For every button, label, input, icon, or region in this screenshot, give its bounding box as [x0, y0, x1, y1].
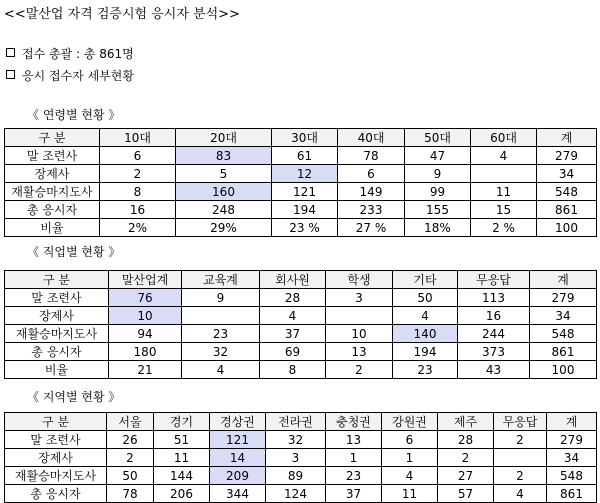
table-cell: 34 — [530, 307, 597, 325]
column-header: 제주 — [438, 413, 494, 431]
table-cell: 3 — [326, 289, 393, 307]
table-cell: 121 — [272, 183, 338, 201]
table-cell: 27 — [438, 467, 494, 485]
column-header: 교육계 — [182, 271, 260, 289]
table-cell: 155 — [405, 201, 471, 219]
column-header: 10대 — [100, 129, 176, 147]
table-cell: 32 — [266, 431, 326, 449]
row-label: 장제사 — [5, 449, 107, 467]
table-cell: 861 — [537, 201, 597, 219]
table-cell: 206 — [154, 485, 210, 503]
row-label: 장제사 — [5, 307, 109, 325]
table-cell: 83 — [176, 147, 272, 165]
checkbox-bullet-icon — [6, 48, 15, 57]
table-cell — [471, 165, 537, 183]
table-cell: 16 — [458, 307, 530, 325]
table-cell: 57 — [438, 485, 494, 503]
column-header: 40대 — [338, 129, 405, 147]
table-cell: 100 — [537, 219, 597, 237]
table-cell: 94 — [109, 325, 182, 343]
table-cell: 2 — [494, 431, 547, 449]
column-header: 구 분 — [5, 129, 100, 147]
row-label: 말 조련사 — [5, 289, 109, 307]
row-label: 말 조련사 — [5, 431, 107, 449]
row-label: 비율 — [5, 219, 100, 237]
row-label: 재활승마지도사 — [5, 325, 109, 343]
table-header-row — [5, 413, 597, 431]
row-label: 비율 — [5, 361, 109, 379]
column-header: 강원권 — [382, 413, 438, 431]
table-cell: 47 — [405, 147, 471, 165]
column-header: 전라권 — [266, 413, 326, 431]
table-row — [5, 361, 597, 379]
table-cell: 32 — [182, 343, 260, 361]
section-title-region: 《 지역별 현황 》 — [27, 390, 121, 404]
section-title-job: 《 직업별 현황 》 — [27, 245, 121, 259]
table-cell: 26 — [107, 431, 154, 449]
age-table — [4, 128, 597, 237]
column-header: 무응답 — [458, 271, 530, 289]
table-cell: 160 — [176, 183, 272, 201]
table-row — [5, 219, 597, 237]
table-cell: 6 — [100, 147, 176, 165]
table-cell: 9 — [182, 289, 260, 307]
document-title: <<말산업 자격 검증시험 응시자 분석>> — [4, 7, 240, 22]
column-header: 20대 — [176, 129, 272, 147]
table-cell: 209 — [210, 467, 266, 485]
table-cell: 78 — [338, 147, 405, 165]
table-cell: 37 — [326, 485, 382, 503]
table-cell: 28 — [438, 431, 494, 449]
table-cell — [182, 307, 260, 325]
table-cell: 180 — [109, 343, 182, 361]
job-table — [4, 270, 597, 379]
table-cell: 23 % — [272, 219, 338, 237]
column-header: 기타 — [393, 271, 458, 289]
table-cell: 78 — [107, 485, 154, 503]
table-cell: 373 — [458, 343, 530, 361]
checkbox-bullet-icon — [6, 70, 15, 79]
column-header: 서울 — [107, 413, 154, 431]
row-label: 재활승마지도사 — [5, 183, 100, 201]
table-cell: 23 — [326, 467, 382, 485]
table-cell: 21 — [109, 361, 182, 379]
table-cell: 61 — [272, 147, 338, 165]
section-title-age: 《 연령별 현황 》 — [27, 108, 121, 122]
table-cell: 2 % — [471, 219, 537, 237]
column-header: 60대 — [471, 129, 537, 147]
table-cell: 100 — [530, 361, 597, 379]
bullet-summary — [6, 45, 134, 62]
table-cell: 279 — [530, 289, 597, 307]
table-cell: 4 — [471, 147, 537, 165]
table-cell: 10 — [109, 307, 182, 325]
table-row — [5, 431, 597, 449]
table-cell: 34 — [547, 449, 597, 467]
row-label: 총 응시자 — [5, 343, 109, 361]
table-cell: 37 — [260, 325, 326, 343]
region-table — [4, 412, 597, 503]
table-cell: 121 — [210, 431, 266, 449]
row-label: 장제사 — [5, 165, 100, 183]
table-cell: 23 — [393, 361, 458, 379]
table-row — [5, 147, 597, 165]
table-cell: 4 — [393, 307, 458, 325]
table-cell: 113 — [458, 289, 530, 307]
column-header: 충청권 — [326, 413, 382, 431]
table-cell: 548 — [530, 325, 597, 343]
table-cell: 233 — [338, 201, 405, 219]
row-label: 총 응시자 — [5, 201, 100, 219]
table-cell: 51 — [154, 431, 210, 449]
table-cell: 28 — [260, 289, 326, 307]
table-row — [5, 325, 597, 343]
table-cell: 34 — [537, 165, 597, 183]
table-cell: 5 — [176, 165, 272, 183]
table-cell: 8 — [260, 361, 326, 379]
column-header: 학생 — [326, 271, 393, 289]
table-cell: 4 — [260, 307, 326, 325]
table-cell: 99 — [405, 183, 471, 201]
table-cell: 4 — [494, 485, 547, 503]
row-label: 재활승마지도사 — [5, 467, 107, 485]
table-cell: 194 — [272, 201, 338, 219]
table-cell: 548 — [537, 183, 597, 201]
table-cell: 279 — [547, 431, 597, 449]
table-row — [5, 165, 597, 183]
table-cell: 3 — [266, 449, 326, 467]
table-cell: 13 — [326, 431, 382, 449]
table-cell: 89 — [266, 467, 326, 485]
table-cell: 69 — [260, 343, 326, 361]
column-header: 무응답 — [494, 413, 547, 431]
table-row — [5, 449, 597, 467]
table-cell: 43 — [458, 361, 530, 379]
table-cell: 11 — [154, 449, 210, 467]
table-cell: 4 — [182, 361, 260, 379]
table-cell: 50 — [393, 289, 458, 307]
column-header: 계 — [547, 413, 597, 431]
table-cell: 124 — [266, 485, 326, 503]
table-row — [5, 467, 597, 485]
table-header-row — [5, 129, 597, 147]
table-cell: 140 — [393, 325, 458, 343]
table-row — [5, 307, 597, 325]
column-header: 구 분 — [5, 271, 109, 289]
table-row — [5, 343, 597, 361]
table-cell: 29% — [176, 219, 272, 237]
column-header: 구 분 — [5, 413, 107, 431]
table-cell: 2 — [438, 449, 494, 467]
table-cell: 144 — [154, 467, 210, 485]
table-cell: 2 — [107, 449, 154, 467]
table-cell: 14 — [210, 449, 266, 467]
table-cell — [326, 307, 393, 325]
row-label: 총 응시자 — [5, 485, 107, 503]
column-header: 계 — [530, 271, 597, 289]
table-cell: 16 — [100, 201, 176, 219]
row-label: 말 조련사 — [5, 147, 100, 165]
table-cell: 11 — [382, 485, 438, 503]
table-cell: 279 — [537, 147, 597, 165]
table-cell: 27 % — [338, 219, 405, 237]
table-cell: 194 — [393, 343, 458, 361]
table-cell: 1 — [326, 449, 382, 467]
table-cell: 6 — [382, 431, 438, 449]
table-row — [5, 201, 597, 219]
table-cell: 861 — [530, 343, 597, 361]
table-cell: 12 — [272, 165, 338, 183]
table-header-row — [5, 271, 597, 289]
column-header: 30대 — [272, 129, 338, 147]
bullet-text: 응시 접수자 세부현황 — [22, 69, 134, 83]
table-cell: 149 — [338, 183, 405, 201]
table-cell: 13 — [326, 343, 393, 361]
table-cell: 15 — [471, 201, 537, 219]
bullet-text: 접수 총괄 : 총 861명 — [22, 47, 134, 61]
table-cell: 244 — [458, 325, 530, 343]
table-cell: 6 — [338, 165, 405, 183]
table-cell: 76 — [109, 289, 182, 307]
column-header: 50대 — [405, 129, 471, 147]
table-row — [5, 485, 597, 503]
table-cell: 23 — [182, 325, 260, 343]
table-cell: 10 — [326, 325, 393, 343]
table-cell: 2 — [494, 467, 547, 485]
table-cell: 8 — [100, 183, 176, 201]
column-header: 말산업계 — [109, 271, 182, 289]
table-cell: 1 — [382, 449, 438, 467]
table-cell: 2 — [100, 165, 176, 183]
column-header: 경기 — [154, 413, 210, 431]
table-cell: 861 — [547, 485, 597, 503]
table-cell: 11 — [471, 183, 537, 201]
column-header: 계 — [537, 129, 597, 147]
table-cell: 4 — [382, 467, 438, 485]
table-cell: 248 — [176, 201, 272, 219]
table-cell: 2 — [326, 361, 393, 379]
bullet-detail — [6, 67, 134, 84]
table-cell: 9 — [405, 165, 471, 183]
table-cell: 344 — [210, 485, 266, 503]
table-cell — [494, 449, 547, 467]
table-row — [5, 289, 597, 307]
column-header: 회사원 — [260, 271, 326, 289]
column-header: 경상권 — [210, 413, 266, 431]
table-cell: 18% — [405, 219, 471, 237]
table-cell: 548 — [547, 467, 597, 485]
table-cell: 50 — [107, 467, 154, 485]
table-cell: 2% — [100, 219, 176, 237]
table-row — [5, 183, 597, 201]
